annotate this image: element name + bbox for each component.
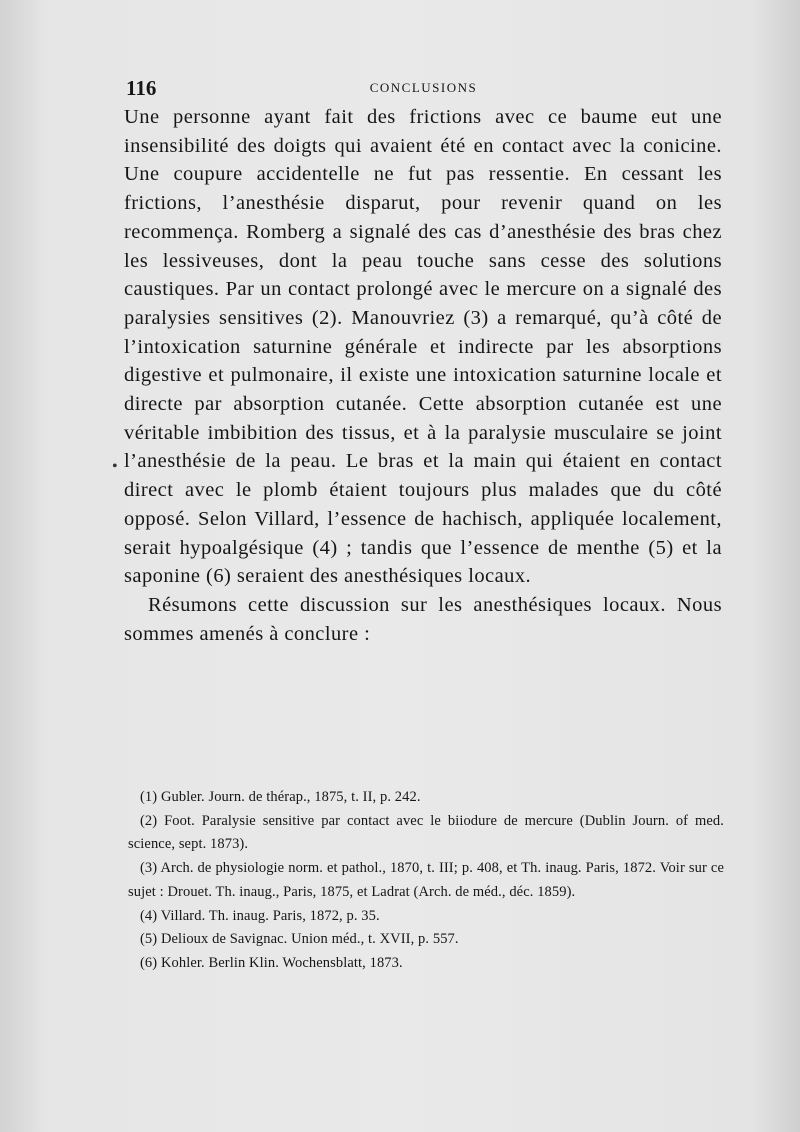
margin-mark: • xyxy=(112,458,118,475)
footnote xyxy=(128,905,724,929)
footnote-number: (3) xyxy=(140,860,158,877)
footnote-number: (4) xyxy=(140,907,158,924)
page-header xyxy=(126,76,721,102)
footnote-text: Delioux de Savignac. Union méd., t. XVII, p. 557. xyxy=(160,931,459,948)
paragraph: Une personne ayant fait des frictions avec ce baume eut une insensibilité des doigts qui avaient été en contact avec la conicine. Une coupure accidentelle ne fut pas ressentie. En cessant les frictions, l’anesthésie disparut, pour revenir quand on les recommença. Romberg a signalé des cas d’anesthésie des bras chez les lessiveuses, dont la peau touche sans cesse des solutions caustiques. Par un contact prolongé avec le mercure on a signalé des paralysies sensitives (2). Manouvriez (3) a remarqué, qu’à côté de l’intoxication saturnine générale et indirecte par les absorptions digestive et pulmonaire, il existe une intoxication saturnine locale et directe par absorption cutanée. Cette absorption cutanée est une véritable imbibition des tissus, et à la paralysie musculaire se joint l’anesthésie de la peau. Le bras et la main qui étaient en contact direct avec le plomb étaient toujours plus malades que du côté opposé. Selon Villard, l’essence de hachisch, appliquée localement, serait hypoalgésique (4) ; tandis que l’essence de menthe (5) et la saponine (6) seraient des anesthésiques locaux. xyxy=(124,106,722,588)
footnote xyxy=(128,928,724,952)
footnote-number: (5) xyxy=(140,931,158,948)
footnote-number: (1) xyxy=(140,789,158,805)
footnote-text: Gubler. Journ. de thérap., 1875, t. II, p. 242. xyxy=(160,789,421,805)
footnote-text: Arch. de physiologie norm. et pathol., 1870, t. III; p. 408, et Th. inaug. Paris, 1872. Voir sur ce sujet : Drouet. Th. inaug., Paris, 1875, et Ladrat (Arch. de méd., déc. 1859). xyxy=(128,860,724,900)
footnote xyxy=(128,857,724,904)
footnote xyxy=(128,810,724,857)
page-number: 116 xyxy=(126,76,157,100)
paragraph: Résumons cette discussion sur les anesthésiques locaux. Nous sommes amenés à conclure : xyxy=(124,593,722,645)
footnote-text: Kohler. Berlin Klin. Wochensblatt, 1873. xyxy=(160,954,403,971)
body-text xyxy=(124,103,722,648)
running-head: CONCLUSIONS xyxy=(369,80,478,95)
footnote-number: (2) xyxy=(140,812,158,829)
footnote-number: (6) xyxy=(140,954,158,971)
footnote-text: Foot. Paralysie sensitive par contact avec le biiodure de mercure (Dublin Journ. of med. science, sept. 1873). xyxy=(128,812,724,853)
footnote xyxy=(128,952,724,976)
footnote-text: Villard. Th. inaug. Paris, 1872, p. 35. xyxy=(160,907,380,924)
footnote xyxy=(128,786,724,810)
footnotes xyxy=(128,786,724,976)
